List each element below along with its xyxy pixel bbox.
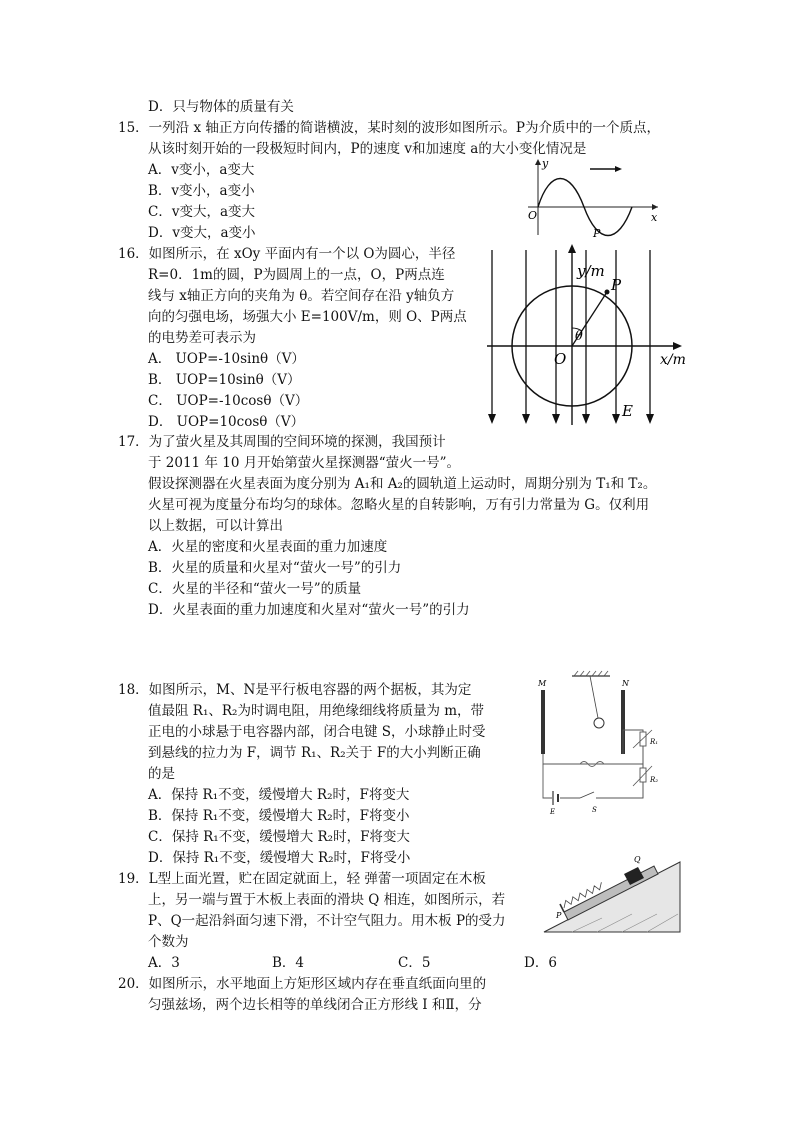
q18-ceiling-hatch [574, 671, 608, 676]
q18-ball [594, 718, 604, 728]
q15-y-label: y [542, 157, 549, 170]
q16-stem-line-5: 的电势差可表示为 [148, 330, 256, 346]
q19-stem-line-1: 19．L型上面光置，贮在固定就面上，轻 弹蕾一项固定在木板 [118, 871, 486, 887]
q15-option-c: C．v变大，a变大 [148, 204, 256, 220]
q18-circuit-wires [543, 730, 643, 798]
q15-propagation-arrow-head-icon [615, 166, 622, 172]
q16-stem-line-4: 向的匀强电场，场强大小 E=100V/m，则 O、P两点 [148, 309, 467, 325]
q16-y-arrow-icon [568, 244, 576, 253]
q16-stem-line-3: 线与 x轴正方向的夹角为 θ。若空间存在沿 y轴负方 [148, 288, 455, 304]
q19-stem-line-4: 个数为 [148, 934, 189, 950]
q17-stem-line-4: 火星可视为度量分布均匀的球体。忽略火星的自转影响，万有引力常量为 G。仅利用 [148, 497, 650, 513]
q15-option-a: A．v变小，a变大 [148, 162, 255, 178]
q17-option-b: B．火星的质量和火星对“萤火一号”的引力 [148, 560, 402, 576]
q20-stem-line-1: 20．如图所示，水平地面上方矩形区域内存在垂直纸面向里的 [118, 976, 487, 992]
q18-stem-line-4: 到悬线的拉力为 F，调节 R₁、R₂关于 F的大小判断正确 [148, 745, 481, 761]
q16-stem-line-2: R=0．1m的圆，P为圆周上的一点，O，P两点连 [148, 267, 445, 283]
q17-stem-line-1: 17．为了萤火星及其周围的空间环境的探测，我国预计 [118, 434, 446, 450]
q18-plate-m [541, 690, 545, 754]
q16-stem-line-1: 16．如图所示，在 xOy 平面内有一个以 O为圆心，半径 [118, 246, 456, 262]
q17-option-a: A．火星的密度和火星表面的重力加速度 [148, 539, 388, 555]
q18-option-b: B．保持 R₁不变，缓慢增大 R₂时，F将变小 [148, 808, 410, 824]
q16-point-p [605, 290, 610, 295]
q17-option-c: C．火星的半径和“萤火一号”的质量 [148, 581, 362, 597]
q15-y-arrow-icon [535, 159, 541, 165]
q16-angle-label: θ [575, 329, 583, 344]
q18-option-c: C．保持 R₁不变，缓慢增大 R₂时，F将变大 [148, 829, 410, 845]
q18-s-label: S [592, 806, 597, 814]
q18-circuit-figure [528, 668, 668, 818]
q16-option-c: C． UOP=-10cosθ（V） [148, 393, 309, 409]
q16-option-a: A． UOP=-10sinθ（V） [148, 351, 305, 367]
q15-x-arrow-icon [652, 204, 658, 210]
q18-stem-line-2: 值最阻 R₁、R₂为时调电阻，用绝缘细线将质量为 m，带 [148, 703, 485, 719]
q19-incline-figure [542, 848, 684, 936]
q17-stem-line-2: 于 2011 年 10 月开始第萤火星探测器“萤火一号”。 [148, 455, 461, 471]
q19-q-label: Q [634, 855, 641, 864]
q15-stem-line-2: 从该时刻开始的一段极短时间内，P的速度 v和加速度 a的大小变化情况是 [148, 141, 587, 157]
q19-stem-line-2: 上，另一端与置于木板上表面的滑块 Q 相连，如图所示，若 [148, 892, 506, 908]
q16-field-figure [482, 240, 692, 430]
q18-m-label: M [538, 679, 547, 688]
q16-x-arrow-icon [673, 342, 682, 350]
q15-x-label: x [651, 211, 658, 224]
q15-option-d: D．v变大，a变小 [148, 225, 256, 241]
q16-option-b: B． UOP=10sinθ（V） [148, 372, 301, 388]
q16-y-label: y/m [577, 262, 605, 280]
q17-option-d: D．火星表面的重力加速度和火星对“萤火一号”的引力 [148, 602, 470, 618]
q18-e-label: E [550, 808, 556, 816]
q15-option-b: B．v变小，a变小 [148, 183, 255, 199]
q19-stem-line-3: P、Q一起沿斜面匀速下滑，不计空气阻力。用木板 P的受力 [148, 913, 506, 929]
q19-p-label: P [556, 911, 562, 920]
q18-n-label: N [622, 679, 629, 688]
q18-r2-label: R₂ [650, 776, 659, 784]
q18-stem-line-3: 正电的小球悬于电容器内部，闭合电键 S，小球静止时受 [148, 724, 486, 740]
q19-option-d: D．6 [524, 955, 557, 971]
q19-option-a: A．3 [148, 955, 180, 971]
q18-r1-label: R₁ [650, 738, 659, 746]
q18-stem-line-5: 的是 [148, 766, 175, 782]
q16-origin-label: O [554, 350, 567, 368]
q16-x-label: x/m [660, 352, 686, 368]
q15-wave-figure [520, 155, 665, 240]
q16-field-lines [492, 250, 650, 418]
q16-field-label: E [622, 402, 633, 420]
q18-option-d: D．保持 R₁不变，缓慢增大 R₂时，F将受小 [148, 850, 411, 866]
q18-thread [590, 676, 598, 718]
q18-switch-gap [580, 794, 596, 802]
q16-point-label: P [611, 276, 622, 294]
q18-option-a: A．保持 R₁不变，缓慢增大 R₂时，F将变大 [148, 787, 410, 803]
q14-option-d: D．只与物体的质量有关 [148, 99, 294, 115]
q17-stem-line-5: 以上数据，可以计算出 [148, 518, 283, 534]
q16-option-d: D． UOP=10cosθ（V） [148, 414, 305, 430]
q19-option-b: B．4 [272, 955, 305, 971]
q18-stem-line-1: 18．如图所示，M、N是平行板电容器的两个据板，其为定 [118, 682, 472, 698]
q15-origin-label: O [528, 209, 538, 222]
q15-point-label: P [593, 227, 601, 240]
q17-stem-line-3: 假设探测器在火星表面为度分别为 A₁和 A₂的圆轨道上运动时，周期分别为 T₁和 T₂。 [148, 476, 657, 492]
q15-stem-line-1: 15．一列沿 x 轴正方向传播的简谐横波，某时刻的波形如图所示。P为介质中的一个质点， [118, 120, 660, 136]
q20-stem-line-2: 匀强兹场，两个边长相等的单线闭合正方形线 I 和Ⅱ，分 [148, 997, 482, 1013]
q19-option-c: C．5 [398, 955, 431, 971]
